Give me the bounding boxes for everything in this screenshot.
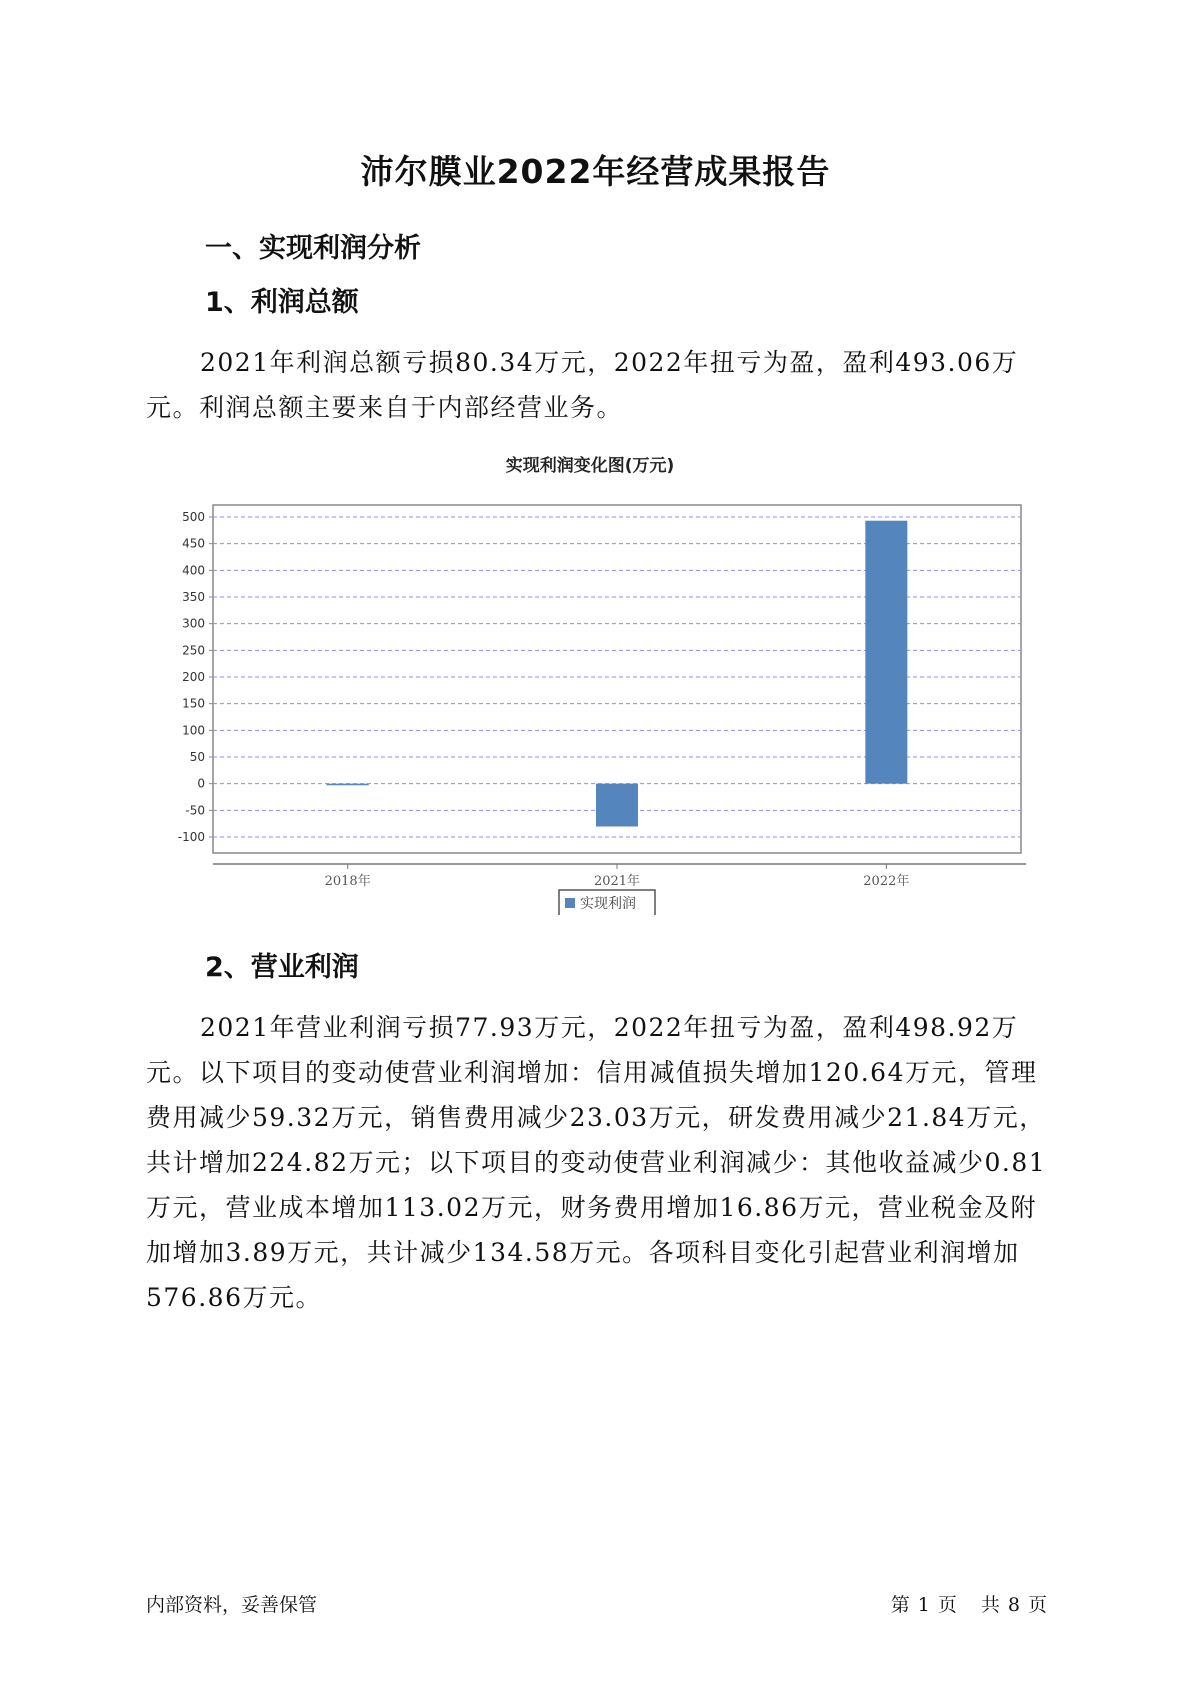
total-prefix: 共	[980, 1594, 1000, 1616]
y-tick-label: 450	[182, 536, 205, 551]
x-tick-label: 2022年	[863, 874, 910, 889]
y-tick-label: 150	[182, 696, 205, 711]
y-tick-label: -100	[177, 830, 205, 844]
y-tick-label: 300	[182, 616, 205, 631]
footer-page-number	[887, 1590, 1051, 1617]
total-pages: 8	[1007, 1594, 1020, 1616]
y-tick-label: 0	[197, 776, 205, 791]
legend-swatch	[565, 898, 575, 908]
x-tick-label: 2021年	[593, 874, 641, 889]
footer-confidential-note: 内部资料，妥善保管	[146, 1594, 318, 1616]
page-prefix: 第	[890, 1594, 910, 1616]
paragraph-total-profit: 2021年利润总额亏损80.34万元，2022年扭亏为盈，盈利493.06万元。利润总额主要来自于内部经营业务。	[146, 348, 1019, 422]
bar	[327, 784, 369, 786]
chart-title: 实现利润变化图(万元)	[505, 456, 675, 476]
profit-bar-chart	[150, 455, 1030, 915]
y-tick-label: 250	[182, 643, 205, 658]
legend-label: 实现利润	[580, 896, 636, 912]
y-tick-label: 100	[182, 723, 205, 738]
y-tick-label: 200	[182, 670, 205, 684]
subsection-heading-operating-profit: 2、营业利润	[205, 952, 359, 983]
bar	[596, 784, 638, 827]
x-tick-label: 2018年	[324, 874, 371, 889]
y-tick-label: 50	[189, 750, 205, 764]
page-number: 1	[917, 1594, 930, 1616]
page-suffix: 页	[937, 1594, 957, 1616]
total-suffix: 页	[1027, 1594, 1047, 1616]
y-tick-label: 350	[182, 590, 205, 604]
y-tick-label: 400	[182, 563, 205, 578]
bar	[865, 521, 907, 784]
section-heading-profit-analysis: 一、实现利润分析	[205, 233, 421, 264]
paragraph-operating-profit: 2021年营业利润亏损77.93万元，2022年扭亏为盈，盈利498.92万元。以下项目的变动使营业利润增加：信用减值损失增加120.64万元，管理费用减少59.32万元，销售费用减少23.03万元，研发费用减少21.84万元，共计增加224.82万元；以下项目的变动使营业利润减少：其他收益减少0.81万元，营业成本增加113.02万元，财务费用增加16.86万元，营业税金及附加增加3.89万元，共计减少134.58万元。各项科目变化引起营业利润增加576.86万元。	[146, 1013, 1047, 1312]
chart-legend	[559, 890, 655, 915]
y-tick-label: -50	[185, 803, 205, 818]
y-tick-label: 500	[182, 510, 205, 524]
subsection-heading-total-profit: 1、利润总额	[205, 287, 359, 318]
document-title: 沛尔膜业2022年经营成果报告	[360, 152, 831, 191]
